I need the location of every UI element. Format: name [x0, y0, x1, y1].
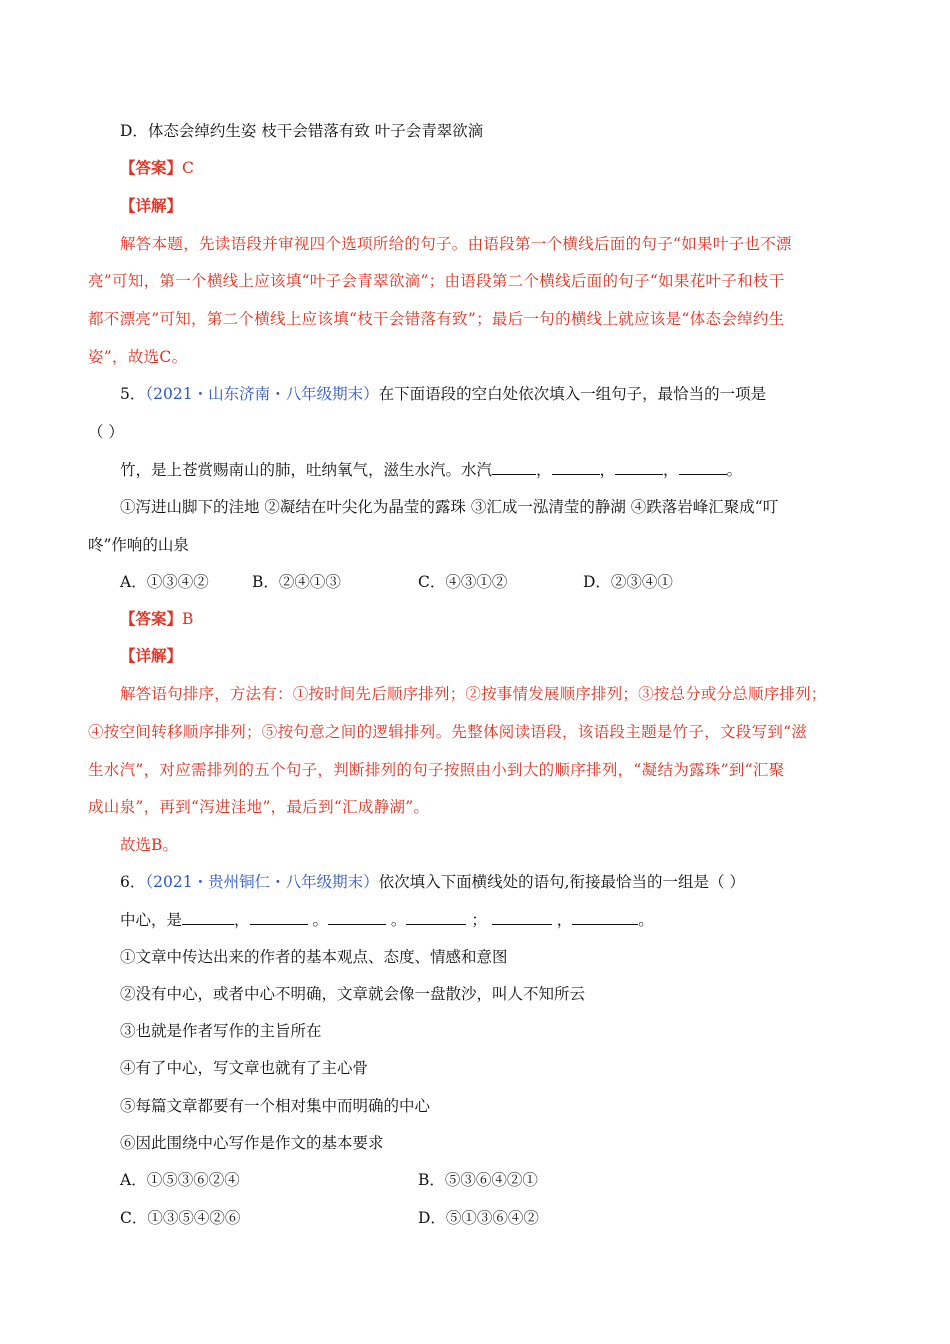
- q6-sentence: ②没有中心，或者中心不明确，文章就会像一盘散沙，叫人不知所云: [120, 985, 586, 1003]
- q6-sentence: ⑥因此围绕中心写作是作文的基本要求: [120, 1134, 384, 1152]
- answer-label: 【答案】: [120, 158, 183, 177]
- answer-value: C: [182, 159, 194, 177]
- q6-sentence: ①文章中传达出来的作者的基本观点、态度、情感和意图: [120, 948, 508, 966]
- q6-option-d: D．⑤①③⑥④②: [418, 1209, 539, 1227]
- q5-detail-label: 【详解】: [120, 646, 183, 665]
- q5-option-c: C．④③①②: [418, 573, 508, 591]
- q6-option-a: A．①⑤③⑥②④: [120, 1171, 240, 1189]
- q4-detail-line: 解答本题，先读语段并审视四个选项所给的句子。由语段第一个横线后面的句子“如果叶子也不漂: [120, 235, 792, 253]
- q5-option-d: D．②③④①: [583, 573, 673, 591]
- fill-prefix: 中心，是: [120, 911, 183, 929]
- blank: [492, 909, 552, 925]
- q6-sentence: ⑤每篇文章都要有一个相对集中而明确的中心: [120, 1097, 431, 1115]
- q4-answer: [120, 157, 194, 179]
- question-source: （2021・山东济南・八年级期末）: [145, 385, 379, 403]
- blank: [679, 459, 727, 475]
- q5-detail-line: ④按空间转移顺序排列；⑤按句意之间的逻辑排列。先整体阅读语段，该语段主题是竹子，文段写到“滋: [88, 723, 808, 741]
- q6-sentence: ③也就是作者写作的主旨所在: [120, 1022, 322, 1040]
- q4-detail-label: 【详解】: [120, 196, 183, 215]
- q5-option-b: B．②④①③: [252, 573, 341, 591]
- answer-value: B: [182, 610, 194, 628]
- q4-detail-line: 亮”可知，第一个横线上应该填“叶子会青翠欲滴”；由语段第二个横线后面的句子“如果花叶子和枝干: [88, 272, 785, 290]
- q5-sentences: ①泻进山脚下的洼地 ②凝结在叶尖化为晶莹的露珠 ③汇成一泓清莹的静湖 ④跌落岩峰汇聚成“叮: [120, 498, 779, 516]
- question-source: （2021・贵州铜仁・八年级期末）: [145, 873, 379, 891]
- q5-answer-bracket: （ ）: [88, 423, 124, 441]
- q5-conclusion: 故选B。: [120, 836, 178, 854]
- blank: [572, 909, 638, 925]
- q4-detail-line: 都不漂亮”可知，第二个横线上应该填“枝干会错落有致”；最后一句的横线上就应该是“体态会绰约生: [88, 310, 785, 328]
- blank: [492, 459, 536, 475]
- blank: [182, 909, 234, 925]
- q5-detail-line: 解答语句排序，方法有：①按时间先后顺序排列；②按事情发展顺序排列；③按总分或分总顺序排列；: [120, 685, 827, 703]
- q6-sentence: ④有了中心，写文章也就有了主心骨: [120, 1059, 369, 1077]
- q5-stem: [120, 383, 766, 405]
- blank: [615, 459, 663, 475]
- blank: [552, 459, 600, 475]
- q6-option-c: C．①③⑤④②⑥: [120, 1209, 241, 1227]
- blank: [328, 909, 386, 925]
- q5-detail-line: 成山泉”，再到“泻进洼地”，最后到“汇成静湖”。: [88, 798, 430, 816]
- q5-passage: 竹，是上苍赏赐南山的肺，吐纳氧气，滋生水汽。水汽 ， ， ， 。: [120, 461, 743, 479]
- q5-option-a: A．①③④②: [120, 573, 209, 591]
- q5-detail-line: 生水汽”，对应需排列的五个句子，判断排列的句子按照由小到大的顺序排列，“凝结为露珠”到“汇聚: [88, 761, 785, 779]
- question-stem: 依次填入下面横线处的语句,衔接最恰当的一组是（ ）: [378, 873, 745, 891]
- q6-stem: [120, 871, 745, 893]
- passage-text: 竹，是上苍赏赐南山的肺，吐纳氧气，滋生水汽。水汽: [120, 461, 493, 479]
- q6-option-b: B．⑤③⑥④②①: [418, 1171, 538, 1189]
- question-stem: 在下面语段的空白处依次填入一组句子，最恰当的一项是: [378, 385, 767, 403]
- q6-fill-line: 中心，是 ， 。 。 ； ， 。: [120, 911, 654, 929]
- question-number: 5．: [120, 385, 146, 403]
- q4-option-d: D．体态会绰约生姿 枝干会错落有致 叶子会青翠欲滴: [120, 122, 484, 140]
- blank: [406, 909, 466, 925]
- q5-sentences: 咚”作响的山泉: [88, 536, 189, 554]
- q5-answer: [120, 608, 193, 630]
- blank: [250, 909, 308, 925]
- answer-label: 【答案】: [120, 609, 183, 628]
- question-number: 6．: [120, 873, 146, 891]
- q4-detail-line: 姿”，故选C。: [88, 348, 188, 366]
